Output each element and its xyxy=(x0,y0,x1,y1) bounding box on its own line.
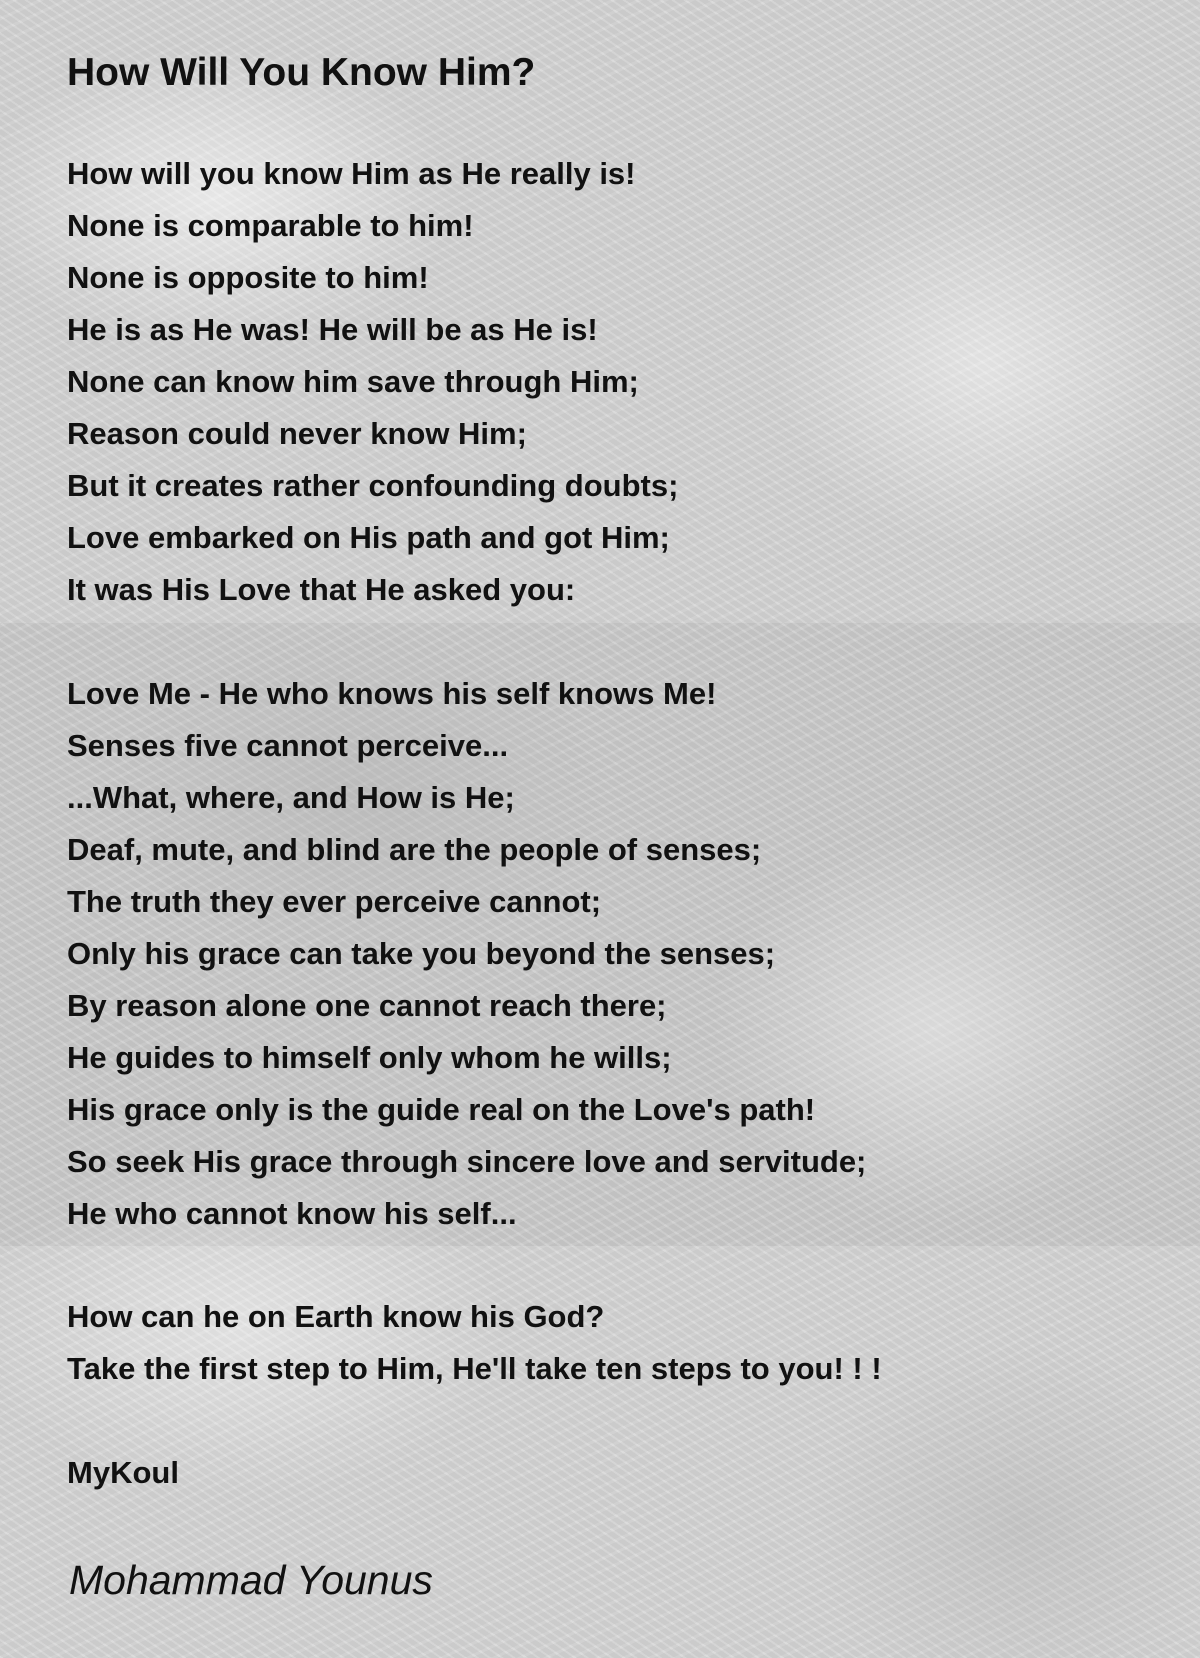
poem-line: Love Me - He who knows his self knows Me! xyxy=(67,676,717,711)
poem-line: By reason alone one cannot reach there; xyxy=(67,988,667,1023)
poem-line: Take the first step to Him, He'll take ten steps to you! ! ! xyxy=(67,1351,882,1386)
poem-line: Love embarked on His path and got Him; xyxy=(67,520,670,555)
poem-line: How can he on Earth know his God? xyxy=(67,1299,605,1334)
poem-line: None can know him save through Him; xyxy=(67,364,639,399)
poem-line: He guides to himself only whom he wills; xyxy=(67,1040,672,1075)
poem-line: Only his grace can take you beyond the senses; xyxy=(67,936,776,971)
poem-line: He is as He was! He will be as He is! xyxy=(67,312,598,347)
poem-line: Deaf, mute, and blind are the people of senses; xyxy=(67,832,762,867)
poem-line: His grace only is the guide real on the Love's path! xyxy=(67,1092,816,1127)
poem-line: None is opposite to him! xyxy=(67,260,429,295)
stanza-1 xyxy=(67,148,678,616)
poem-line: How will you know Him as He really is! xyxy=(67,156,636,191)
poem-line: He who cannot know his self... xyxy=(67,1196,517,1231)
signoff-block xyxy=(67,1447,179,1499)
stanza-2 xyxy=(67,668,866,1240)
poem-title: How Will You Know Him? xyxy=(67,51,536,94)
author-name: Mohammad Younus xyxy=(69,1557,433,1603)
poem-line: Senses five cannot perceive... xyxy=(67,728,509,763)
stanza-3 xyxy=(67,1291,882,1395)
poem-line: But it creates rather confounding doubts; xyxy=(67,468,679,503)
poem-line: It was His Love that He asked you: xyxy=(67,572,576,607)
signoff: MyKoul xyxy=(67,1455,179,1490)
poem-line: Reason could never know Him; xyxy=(67,416,527,451)
poem-line: The truth they ever perceive cannot; xyxy=(67,884,602,919)
poem-line: So seek His grace through sincere love and servitude; xyxy=(67,1144,867,1179)
poem-line: None is comparable to him! xyxy=(67,208,474,243)
poem-line: ...What, where, and How is He; xyxy=(67,780,515,815)
